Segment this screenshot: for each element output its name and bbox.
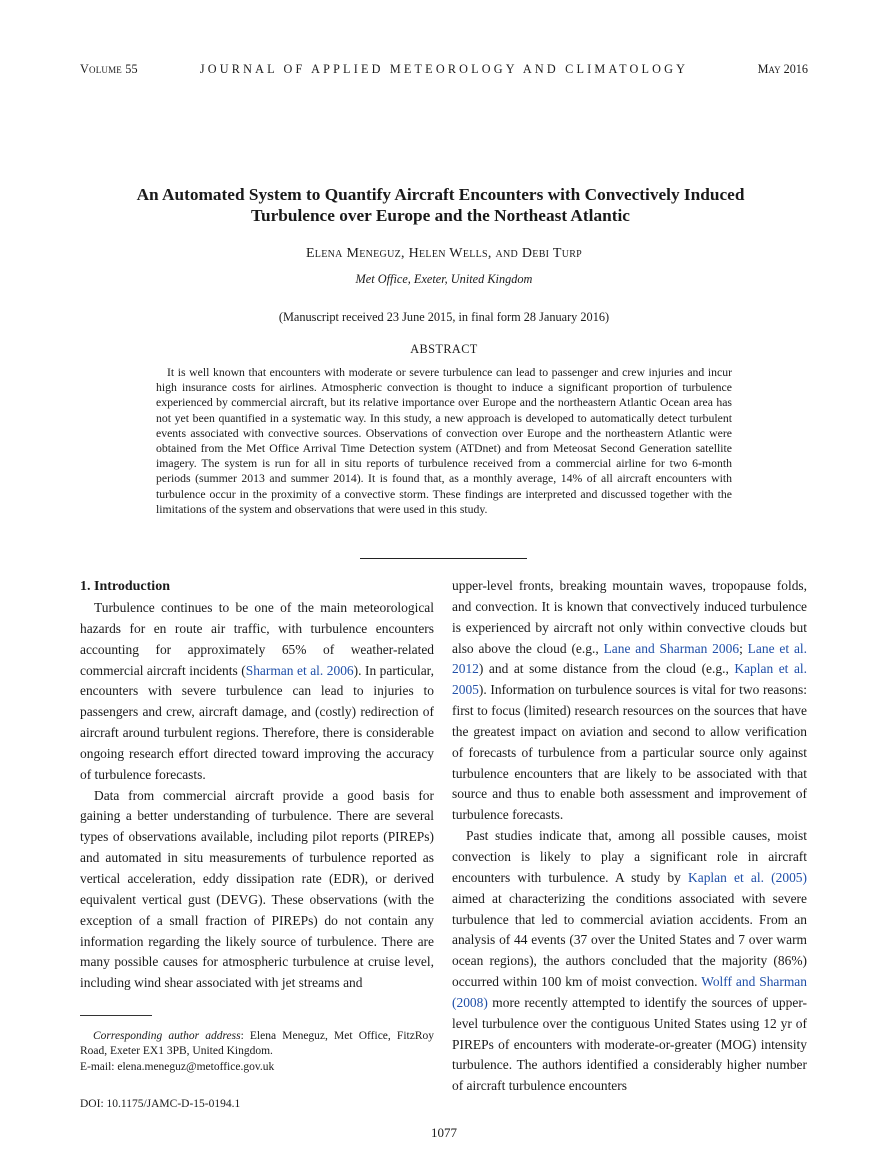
running-header [80,62,808,80]
page-number: 1077 [431,1125,457,1140]
citation-link[interactable]: Lane et al. 2012 [452,640,808,677]
text-run: more recently attempted to identify the sources of upper-level turbulence over the contiguous United States using 12 yr of PIREPs of encounters with moderate-or-greater (MOG) intensity turbulence. The authors identified a considerably higher number of aircraft turbulence encounters [452,994,807,1094]
abstract-heading: ABSTRACT [410,342,478,356]
paragraph [452,576,807,826]
text-run: Turbulence continues to be one of the main meteorological hazards for en route air traffic, with turbulence encounters accounting for approximately 65% of weather-related commercial aircraft incidents ( [80,600,434,678]
citation-link[interactable]: Kaplan et al. 2005 [452,661,808,698]
text-run: ). In particular, encounters with severe turbulence can lead to injuries to passengers and crew, aircraft damage, and (costly) redirection of aircraft around turbulent regions. Therefore, there is considerable ongoing research effort directed toward improving the accuracy of turbulence forecasts. [80,662,434,782]
paragraph: Data from commercial aircraft provide a good basis for gaining a better understanding of turbulence. There are several types of observations available, including pilot reports (PIREPs) and automated in situ measurements of turbulence reported as vertical acceleration, eddy dissipation rate (EDR), or derived equivalent vertical gust (DEVG). These observations (with the exception of a small fraction of PIREPs) do not contain any information regarding the likely source of turbulence. There are many possible causes for atmospheric turbulence at cruise level, including wind shear associated with jet streams and [80,787,434,991]
citation-link[interactable]: Lane and Sharman 2006 [603,640,740,656]
abstract-text: It is well known that encounters with moderate or severe turbulence can lead to passenger and crew injuries and incur high insurance costs for airlines. Atmospheric convection is thought to induce a significant proportion of turbulence experienced by commercial aircraft, but its relative importance over Europe and the northeastern Atlantic Ocean area has not yet been quantified in a systematic way. In this study, a new approach is developed to automatically detect turbulent events associated with convective sources. Observations of convection over Europe and the northeastern Atlantic were obtained from the Met Office Arrival Time Detection system (ATDnet) and from Meteosat Second Generation satellite imagery. The system is run for all in situ reports of turbulence received from a commercial airline for two 6-month periods (summer 2013 and summer 2014). It is found that, as a monthly average, 14% of all aircraft encounters with turbulence occur in the proximity of a convective storm. These findings are interpreted and discussed together with the limitations of the system and observations that were used in this study. [156,366,732,516]
section-heading: 1. Introduction [80,579,170,594]
text-run: ; [739,640,748,656]
footnote-divider [80,1015,152,1016]
right-column [452,576,807,1097]
journal-name: JOURNAL OF APPLIED METEOROLOGY AND CLIMATOLOGY [199,62,689,76]
footnote-text: : Elena Meneguz, Met Office, FitzRoy Road, Exeter EX1 3PB, United Kingdom. [80,1030,434,1058]
citation-link[interactable]: Sharman et al. 2006 [245,662,354,678]
citation-link[interactable]: Wolff and Sharman (2008) [452,974,807,1010]
text-run: ) and at some distance from the cloud (e.g., [478,661,735,677]
text-run: Past studies indicate that, among all possible causes, moist convection is likely to play a significant role in aircraft encounters with turbulence. A study by [452,828,807,885]
doi-label[interactable]: DOI: 10.1175/JAMC-D-15-0194.1 [80,1098,241,1110]
manuscript-dates: (Manuscript received 23 June 2015, in final form 28 January 2016) [278,310,610,324]
issue-date: May 2016 [757,62,808,76]
paper-title: An Automated System to Quantify Aircraft Encounters with Convectively Induced Turbulence over Europe and the Northeast Atlantic [136,185,745,225]
text-run: aimed at characterizing the conditions associated with severe turbulence that led to commercial aviation accidents. From an analysis of 44 events (37 over the United States and 7 over warm ocean regions), the authors concluded that the majority (86%) occurred within 100 km of moist convection. [452,890,807,990]
text-run: upper-level fronts, breaking mountain waves, tropopause folds, and convection. It is known that convectively induced turbulence is experienced by aircraft not only within convective clouds but also above the cloud (e.g., [452,578,807,656]
citation-link[interactable]: Kaplan et al. (2005) [688,869,807,885]
author-email[interactable]: E-mail: elena.meneguz@metoffice.gov.uk [80,1060,275,1073]
text-run: ). Information on turbulence sources is vital for two reasons: first to focus (limited) research resources on the sources that have the greatest impact on aviation and second to allow verification of forecasts of turbulence from a particular source only against turbulence encounters that are likely to be associated with that source and thus to enable both assessment and improvement of turbulence forecasts. [452,682,807,823]
volume-label: Volume 55 [80,62,138,76]
paragraph [80,598,434,786]
corresponding-author-footnote [80,1029,434,1075]
footnote-lead: Corresponding author address [93,1030,241,1042]
paragraph [452,826,807,1097]
left-column [80,576,434,994]
affiliation: Met Office, Exeter, United Kingdom [355,272,533,286]
section-divider [360,558,527,559]
author-list: Elena Meneguz, Helen Wells, and Debi Turp [305,246,583,261]
